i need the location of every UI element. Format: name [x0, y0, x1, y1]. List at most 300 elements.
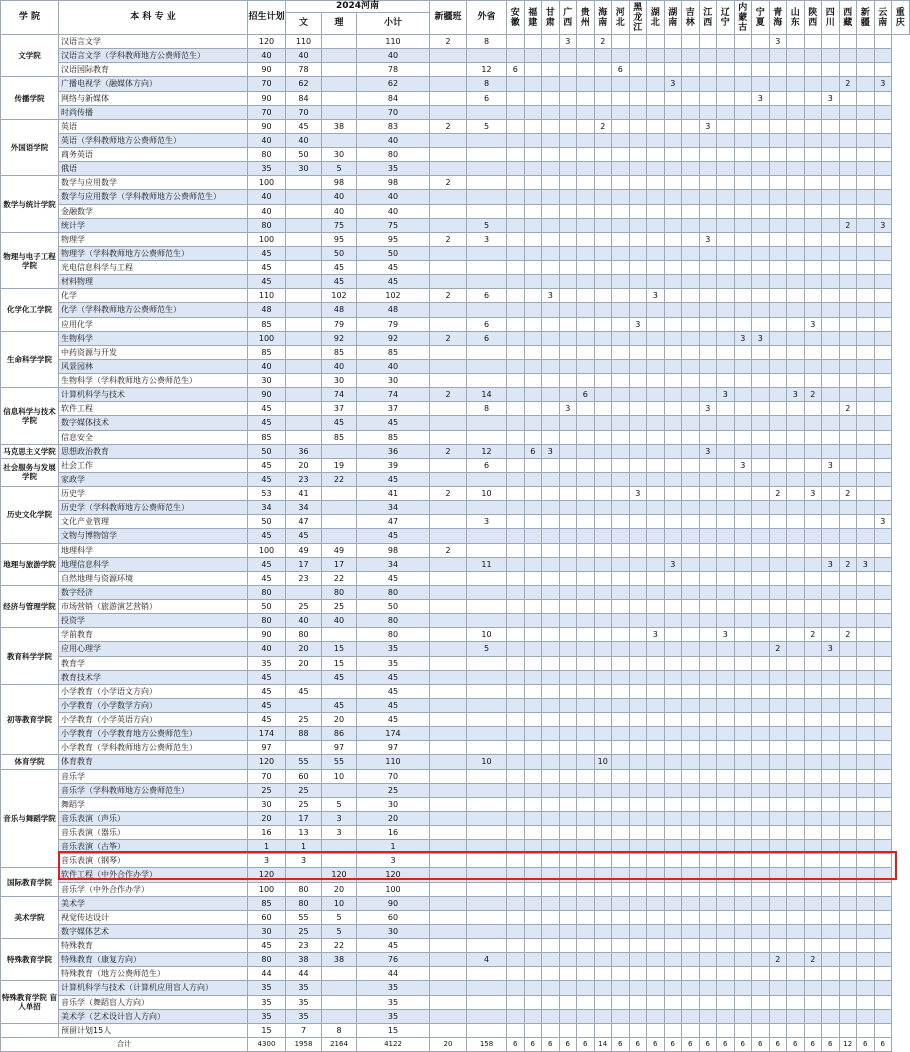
- value-cell: [559, 232, 577, 246]
- value-cell: [699, 924, 717, 938]
- value-cell: [559, 656, 577, 670]
- value-cell: [524, 190, 542, 204]
- value-cell: [734, 487, 752, 501]
- value-cell: [612, 91, 630, 105]
- value-cell: [629, 684, 647, 698]
- value-cell: [594, 317, 612, 331]
- value-cell: [734, 684, 752, 698]
- value-cell: [507, 826, 525, 840]
- value-cell: [430, 698, 467, 712]
- value-cell: [787, 77, 805, 91]
- total-value: 4300: [248, 1037, 286, 1051]
- value-cell: [559, 444, 577, 458]
- value-cell: [629, 261, 647, 275]
- value-cell: [664, 543, 682, 557]
- value-cell: [857, 119, 875, 133]
- value-cell: [647, 232, 665, 246]
- value-cell: [612, 190, 630, 204]
- value-cell: [804, 939, 822, 953]
- value-cell: [542, 755, 560, 769]
- value-cell: [699, 303, 717, 317]
- value-cell: [752, 896, 770, 910]
- college-cell: 历史文化学院: [1, 487, 59, 544]
- value-cell: [839, 458, 857, 472]
- value-cell: [822, 769, 840, 783]
- value-cell: 3: [647, 289, 665, 303]
- value-cell: [286, 190, 322, 204]
- value-cell: [524, 585, 542, 599]
- value-cell: [699, 91, 717, 105]
- value-cell: [804, 331, 822, 345]
- value-cell: 80: [357, 148, 430, 162]
- value-cell: [752, 811, 770, 825]
- value-cell: [664, 487, 682, 501]
- value-cell: [752, 218, 770, 232]
- value-cell: 45: [357, 684, 430, 698]
- value-cell: 86: [322, 727, 357, 741]
- value-cell: [507, 840, 525, 854]
- table-row: [1, 49, 910, 63]
- value-cell: [647, 119, 665, 133]
- value-cell: 40: [322, 190, 357, 204]
- value-cell: 45: [357, 713, 430, 727]
- value-cell: [629, 642, 647, 656]
- value-cell: [734, 91, 752, 105]
- value-cell: [769, 684, 787, 698]
- value-cell: [629, 458, 647, 472]
- college-cell: 特殊教育学院: [1, 939, 59, 981]
- value-cell: [769, 458, 787, 472]
- value-cell: [787, 924, 805, 938]
- value-cell: [629, 148, 647, 162]
- value-cell: [857, 374, 875, 388]
- value-cell: [839, 614, 857, 628]
- value-cell: [874, 529, 892, 543]
- value-cell: [804, 924, 822, 938]
- value-cell: [804, 190, 822, 204]
- value-cell: [769, 204, 787, 218]
- table-row: [1, 995, 910, 1009]
- value-cell: 40: [286, 614, 322, 628]
- value-cell: 40: [357, 359, 430, 373]
- value-cell: 6: [467, 331, 507, 345]
- value-cell: [734, 444, 752, 458]
- value-cell: [717, 840, 735, 854]
- value-cell: [857, 783, 875, 797]
- value-cell: [857, 388, 875, 402]
- value-cell: 40: [357, 190, 430, 204]
- value-cell: [559, 162, 577, 176]
- value-cell: [682, 543, 700, 557]
- value-cell: [467, 543, 507, 557]
- value-cell: [594, 585, 612, 599]
- value-cell: [542, 924, 560, 938]
- value-cell: [839, 148, 857, 162]
- value-cell: 88: [286, 727, 322, 741]
- value-cell: [559, 797, 577, 811]
- value-cell: [629, 769, 647, 783]
- value-cell: [857, 345, 875, 359]
- value-cell: [734, 783, 752, 797]
- value-cell: [839, 190, 857, 204]
- major-cell: 预留计划15人: [59, 1023, 248, 1037]
- value-cell: [629, 882, 647, 896]
- major-cell: 信息安全: [59, 430, 248, 444]
- value-cell: [752, 359, 770, 373]
- value-cell: 1: [357, 840, 430, 854]
- value-cell: [629, 698, 647, 712]
- value-cell: [430, 741, 467, 755]
- value-cell: [577, 303, 595, 317]
- value-cell: [734, 246, 752, 260]
- value-cell: 2: [430, 119, 467, 133]
- subtotal-header: 小计: [357, 13, 430, 35]
- value-cell: [524, 854, 542, 868]
- table-row: [1, 868, 910, 882]
- value-cell: [559, 359, 577, 373]
- value-cell: [612, 77, 630, 91]
- value-cell: [769, 727, 787, 741]
- value-cell: [577, 105, 595, 119]
- value-cell: [874, 176, 892, 190]
- value-cell: [647, 868, 665, 882]
- value-cell: [769, 176, 787, 190]
- value-cell: [787, 783, 805, 797]
- value-cell: [769, 345, 787, 359]
- value-cell: [664, 811, 682, 825]
- value-cell: [822, 811, 840, 825]
- value-cell: [804, 967, 822, 981]
- value-cell: [752, 571, 770, 585]
- value-cell: 92: [357, 331, 430, 345]
- value-cell: [734, 261, 752, 275]
- value-cell: 6: [524, 444, 542, 458]
- value-cell: [430, 472, 467, 486]
- value-cell: [612, 882, 630, 896]
- value-cell: [524, 515, 542, 529]
- major-cell: 家政学: [59, 472, 248, 486]
- value-cell: [874, 713, 892, 727]
- value-cell: [542, 190, 560, 204]
- value-cell: 45: [322, 698, 357, 712]
- value-cell: 2: [839, 77, 857, 91]
- value-cell: [594, 670, 612, 684]
- value-cell: [804, 995, 822, 1009]
- value-cell: [804, 571, 822, 585]
- value-cell: [874, 698, 892, 712]
- value-cell: [559, 557, 577, 571]
- value-cell: [286, 345, 322, 359]
- major-cell: 数学与应用数学: [59, 176, 248, 190]
- value-cell: [682, 797, 700, 811]
- value-cell: [787, 303, 805, 317]
- value-cell: 38: [286, 953, 322, 967]
- value-cell: [787, 882, 805, 896]
- major-cell: 音乐学（舞蹈盲人方向）: [59, 995, 248, 1009]
- value-cell: [717, 119, 735, 133]
- value-cell: [430, 515, 467, 529]
- value-cell: [682, 826, 700, 840]
- value-cell: [647, 953, 665, 967]
- value-cell: [822, 670, 840, 684]
- table-row: [1, 840, 910, 854]
- value-cell: [717, 924, 735, 938]
- value-cell: [664, 190, 682, 204]
- total-value: 6: [787, 1037, 805, 1051]
- value-cell: [717, 1023, 735, 1037]
- value-cell: 1: [286, 840, 322, 854]
- value-cell: 2: [430, 232, 467, 246]
- value-cell: 74: [322, 388, 357, 402]
- value-cell: [769, 614, 787, 628]
- value-cell: [769, 939, 787, 953]
- value-cell: [647, 35, 665, 49]
- value-cell: [542, 840, 560, 854]
- value-cell: [507, 359, 525, 373]
- value-cell: [577, 868, 595, 882]
- table-row: [1, 148, 910, 162]
- value-cell: [699, 133, 717, 147]
- value-cell: [507, 939, 525, 953]
- value-cell: [874, 289, 892, 303]
- value-cell: [717, 204, 735, 218]
- value-cell: [559, 289, 577, 303]
- value-cell: [699, 571, 717, 585]
- value-cell: [839, 91, 857, 105]
- value-cell: [524, 557, 542, 571]
- value-cell: 85: [322, 345, 357, 359]
- value-cell: [664, 176, 682, 190]
- table-row: [1, 190, 910, 204]
- value-cell: [787, 995, 805, 1009]
- major-cell: 物理学（学科教师地方公费师范生）: [59, 246, 248, 260]
- value-cell: 35: [357, 162, 430, 176]
- value-cell: [787, 232, 805, 246]
- value-cell: [734, 585, 752, 599]
- major-cell: 化学: [59, 289, 248, 303]
- value-cell: [612, 614, 630, 628]
- value-cell: [874, 345, 892, 359]
- value-cell: 2: [839, 487, 857, 501]
- major-cell: 思想政治教育: [59, 444, 248, 458]
- value-cell: [559, 49, 577, 63]
- value-cell: [647, 797, 665, 811]
- value-cell: [822, 303, 840, 317]
- value-cell: [857, 571, 875, 585]
- value-cell: [682, 585, 700, 599]
- value-cell: 40: [248, 190, 286, 204]
- value-cell: [752, 105, 770, 119]
- value-cell: [699, 543, 717, 557]
- value-cell: [804, 543, 822, 557]
- value-cell: [804, 501, 822, 515]
- value-cell: [857, 1023, 875, 1037]
- value-cell: 17: [322, 557, 357, 571]
- value-cell: [857, 133, 875, 147]
- value-cell: [594, 275, 612, 289]
- value-cell: [430, 430, 467, 444]
- value-cell: [577, 529, 595, 543]
- value-cell: [612, 430, 630, 444]
- value-cell: [717, 218, 735, 232]
- value-cell: [804, 783, 822, 797]
- value-cell: [430, 529, 467, 543]
- value-cell: [467, 105, 507, 119]
- value-cell: 95: [322, 232, 357, 246]
- value-cell: [542, 232, 560, 246]
- value-cell: [430, 628, 467, 642]
- province-header: 黑龙江: [629, 1, 647, 35]
- value-cell: [577, 402, 595, 416]
- value-cell: [769, 755, 787, 769]
- value-cell: [629, 939, 647, 953]
- value-cell: 3: [699, 444, 717, 458]
- province-header: 陕西: [804, 1, 822, 35]
- value-cell: [734, 840, 752, 854]
- value-cell: [524, 811, 542, 825]
- value-cell: [874, 359, 892, 373]
- value-cell: [542, 176, 560, 190]
- value-cell: [577, 783, 595, 797]
- value-cell: [524, 769, 542, 783]
- major-cell: 音乐学（学科教师地方公费师范生）: [59, 783, 248, 797]
- value-cell: [524, 472, 542, 486]
- value-cell: [752, 670, 770, 684]
- table-row: [1, 388, 910, 402]
- value-cell: [874, 670, 892, 684]
- value-cell: [430, 246, 467, 260]
- value-cell: [559, 727, 577, 741]
- value-cell: [647, 133, 665, 147]
- value-cell: [467, 529, 507, 543]
- table-row: [1, 529, 910, 543]
- value-cell: [612, 303, 630, 317]
- value-cell: [769, 543, 787, 557]
- value-cell: [629, 529, 647, 543]
- value-cell: [577, 571, 595, 585]
- value-cell: [664, 374, 682, 388]
- value-cell: [664, 162, 682, 176]
- value-cell: [559, 204, 577, 218]
- value-cell: [559, 317, 577, 331]
- table-row: [1, 501, 910, 515]
- value-cell: [507, 515, 525, 529]
- value-cell: [559, 924, 577, 938]
- value-cell: [664, 741, 682, 755]
- value-cell: [874, 275, 892, 289]
- value-cell: [682, 953, 700, 967]
- value-cell: [629, 953, 647, 967]
- value-cell: [647, 656, 665, 670]
- value-cell: [699, 755, 717, 769]
- value-cell: 45: [286, 529, 322, 543]
- value-cell: [787, 148, 805, 162]
- table-row: [1, 953, 910, 967]
- value-cell: [430, 275, 467, 289]
- value-cell: [699, 614, 717, 628]
- value-cell: [839, 289, 857, 303]
- value-cell: [682, 910, 700, 924]
- value-cell: [682, 105, 700, 119]
- value-cell: [839, 995, 857, 1009]
- value-cell: [734, 402, 752, 416]
- value-cell: [804, 204, 822, 218]
- value-cell: [839, 684, 857, 698]
- value-cell: [874, 769, 892, 783]
- value-cell: [629, 374, 647, 388]
- value-cell: [664, 769, 682, 783]
- value-cell: [769, 1009, 787, 1023]
- value-cell: [322, 628, 357, 642]
- value-cell: [629, 811, 647, 825]
- table-row: [1, 402, 910, 416]
- value-cell: [857, 204, 875, 218]
- value-cell: [577, 967, 595, 981]
- value-cell: [629, 557, 647, 571]
- table-row: [1, 684, 910, 698]
- value-cell: [717, 176, 735, 190]
- college-cell: [1, 1023, 59, 1037]
- value-cell: [804, 684, 822, 698]
- major-cell: 统计学: [59, 218, 248, 232]
- value-cell: [752, 501, 770, 515]
- value-cell: 3: [357, 854, 430, 868]
- value-cell: [699, 515, 717, 529]
- major-cell: 生物科学（学科教师地方公费师范生）: [59, 374, 248, 388]
- value-cell: [822, 416, 840, 430]
- value-cell: [664, 628, 682, 642]
- value-cell: [769, 430, 787, 444]
- value-cell: [507, 628, 525, 642]
- value-cell: [542, 543, 560, 557]
- major-cell: 计算机科学与技术: [59, 388, 248, 402]
- value-cell: [647, 981, 665, 995]
- value-cell: [787, 755, 805, 769]
- value-cell: 70: [248, 769, 286, 783]
- value-cell: [787, 713, 805, 727]
- value-cell: [507, 854, 525, 868]
- value-cell: [734, 811, 752, 825]
- value-cell: [734, 910, 752, 924]
- value-cell: [322, 501, 357, 515]
- total-value: 6: [752, 1037, 770, 1051]
- value-cell: 62: [357, 77, 430, 91]
- value-cell: 45: [248, 472, 286, 486]
- value-cell: [507, 416, 525, 430]
- value-cell: [612, 501, 630, 515]
- value-cell: [717, 981, 735, 995]
- value-cell: 83: [357, 119, 430, 133]
- value-cell: [699, 487, 717, 501]
- value-cell: [507, 303, 525, 317]
- table-row: [1, 1009, 910, 1023]
- value-cell: [612, 458, 630, 472]
- value-cell: [857, 854, 875, 868]
- value-cell: [664, 868, 682, 882]
- province-header: 湖北: [647, 1, 665, 35]
- value-cell: [699, 162, 717, 176]
- value-cell: [542, 585, 560, 599]
- value-cell: [594, 472, 612, 486]
- value-cell: [577, 218, 595, 232]
- value-cell: 90: [357, 896, 430, 910]
- value-cell: [594, 910, 612, 924]
- value-cell: [664, 1009, 682, 1023]
- value-cell: [577, 585, 595, 599]
- value-cell: [874, 331, 892, 345]
- value-cell: 5: [322, 910, 357, 924]
- value-cell: [612, 769, 630, 783]
